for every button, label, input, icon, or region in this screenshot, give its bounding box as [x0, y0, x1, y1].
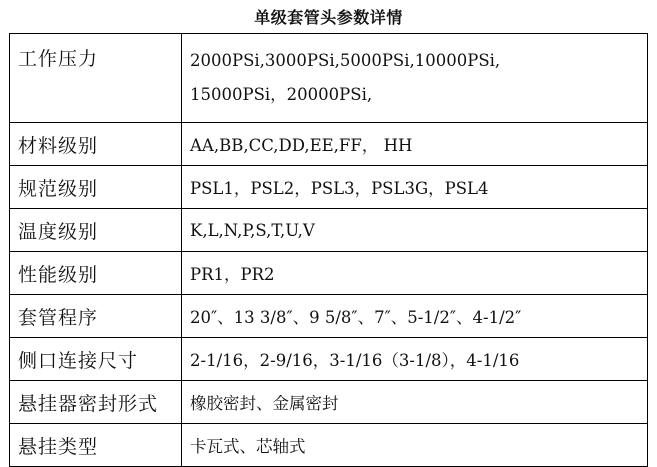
table-row-side-outlet-size [10, 338, 648, 381]
row-value: 20″、13 3/8″、9 5/8″、7″、5-1/2″、4-1/2″ [182, 295, 648, 338]
row-label: 套管程序 [10, 295, 182, 338]
row-value-line: 15000PSi，20000PSi, [190, 85, 373, 104]
spec-table [9, 33, 648, 467]
row-label: 悬挂类型 [10, 424, 182, 467]
table-row-working-pressure [10, 34, 648, 123]
row-value: AA,BB,CC,DD,EE,FF， HH [182, 123, 648, 166]
table-row-casing-program [10, 295, 648, 338]
row-value-line: 2000PSi,3000PSi,5000PSi,10000PSi, [190, 51, 501, 70]
row-value [182, 34, 648, 123]
row-value: PSL1，PSL2，PSL3，PSL3G，PSL4 [182, 166, 648, 209]
table-row-hanger-seal-type [10, 381, 648, 424]
row-label: 材料级别 [10, 123, 182, 166]
row-value: 2-1/16，2-9/16，3-1/16（3-1/8），4-1/16 [182, 338, 648, 381]
row-value: 卡瓦式、芯轴式 [182, 424, 648, 467]
row-label: 温度级别 [10, 209, 182, 252]
table-row-material-class [10, 123, 648, 166]
row-value: K,L,N,P,S,T,U,V [182, 209, 648, 252]
page-title: 单级套管头参数详情 [254, 8, 403, 27]
table-row-temperature-class [10, 209, 648, 252]
table-row-spec-level [10, 166, 648, 209]
table-row-performance-level [10, 252, 648, 295]
table-row-hanger-type [10, 424, 648, 467]
row-label: 侧口连接尺寸 [10, 338, 182, 381]
row-label: 性能级别 [10, 252, 182, 295]
row-value: PR1，PR2 [182, 252, 648, 295]
row-label: 悬挂器密封形式 [10, 381, 182, 424]
row-value: 橡胶密封、金属密封 [182, 381, 648, 424]
row-label: 规范级别 [10, 166, 182, 209]
row-label: 工作压力 [10, 34, 182, 123]
